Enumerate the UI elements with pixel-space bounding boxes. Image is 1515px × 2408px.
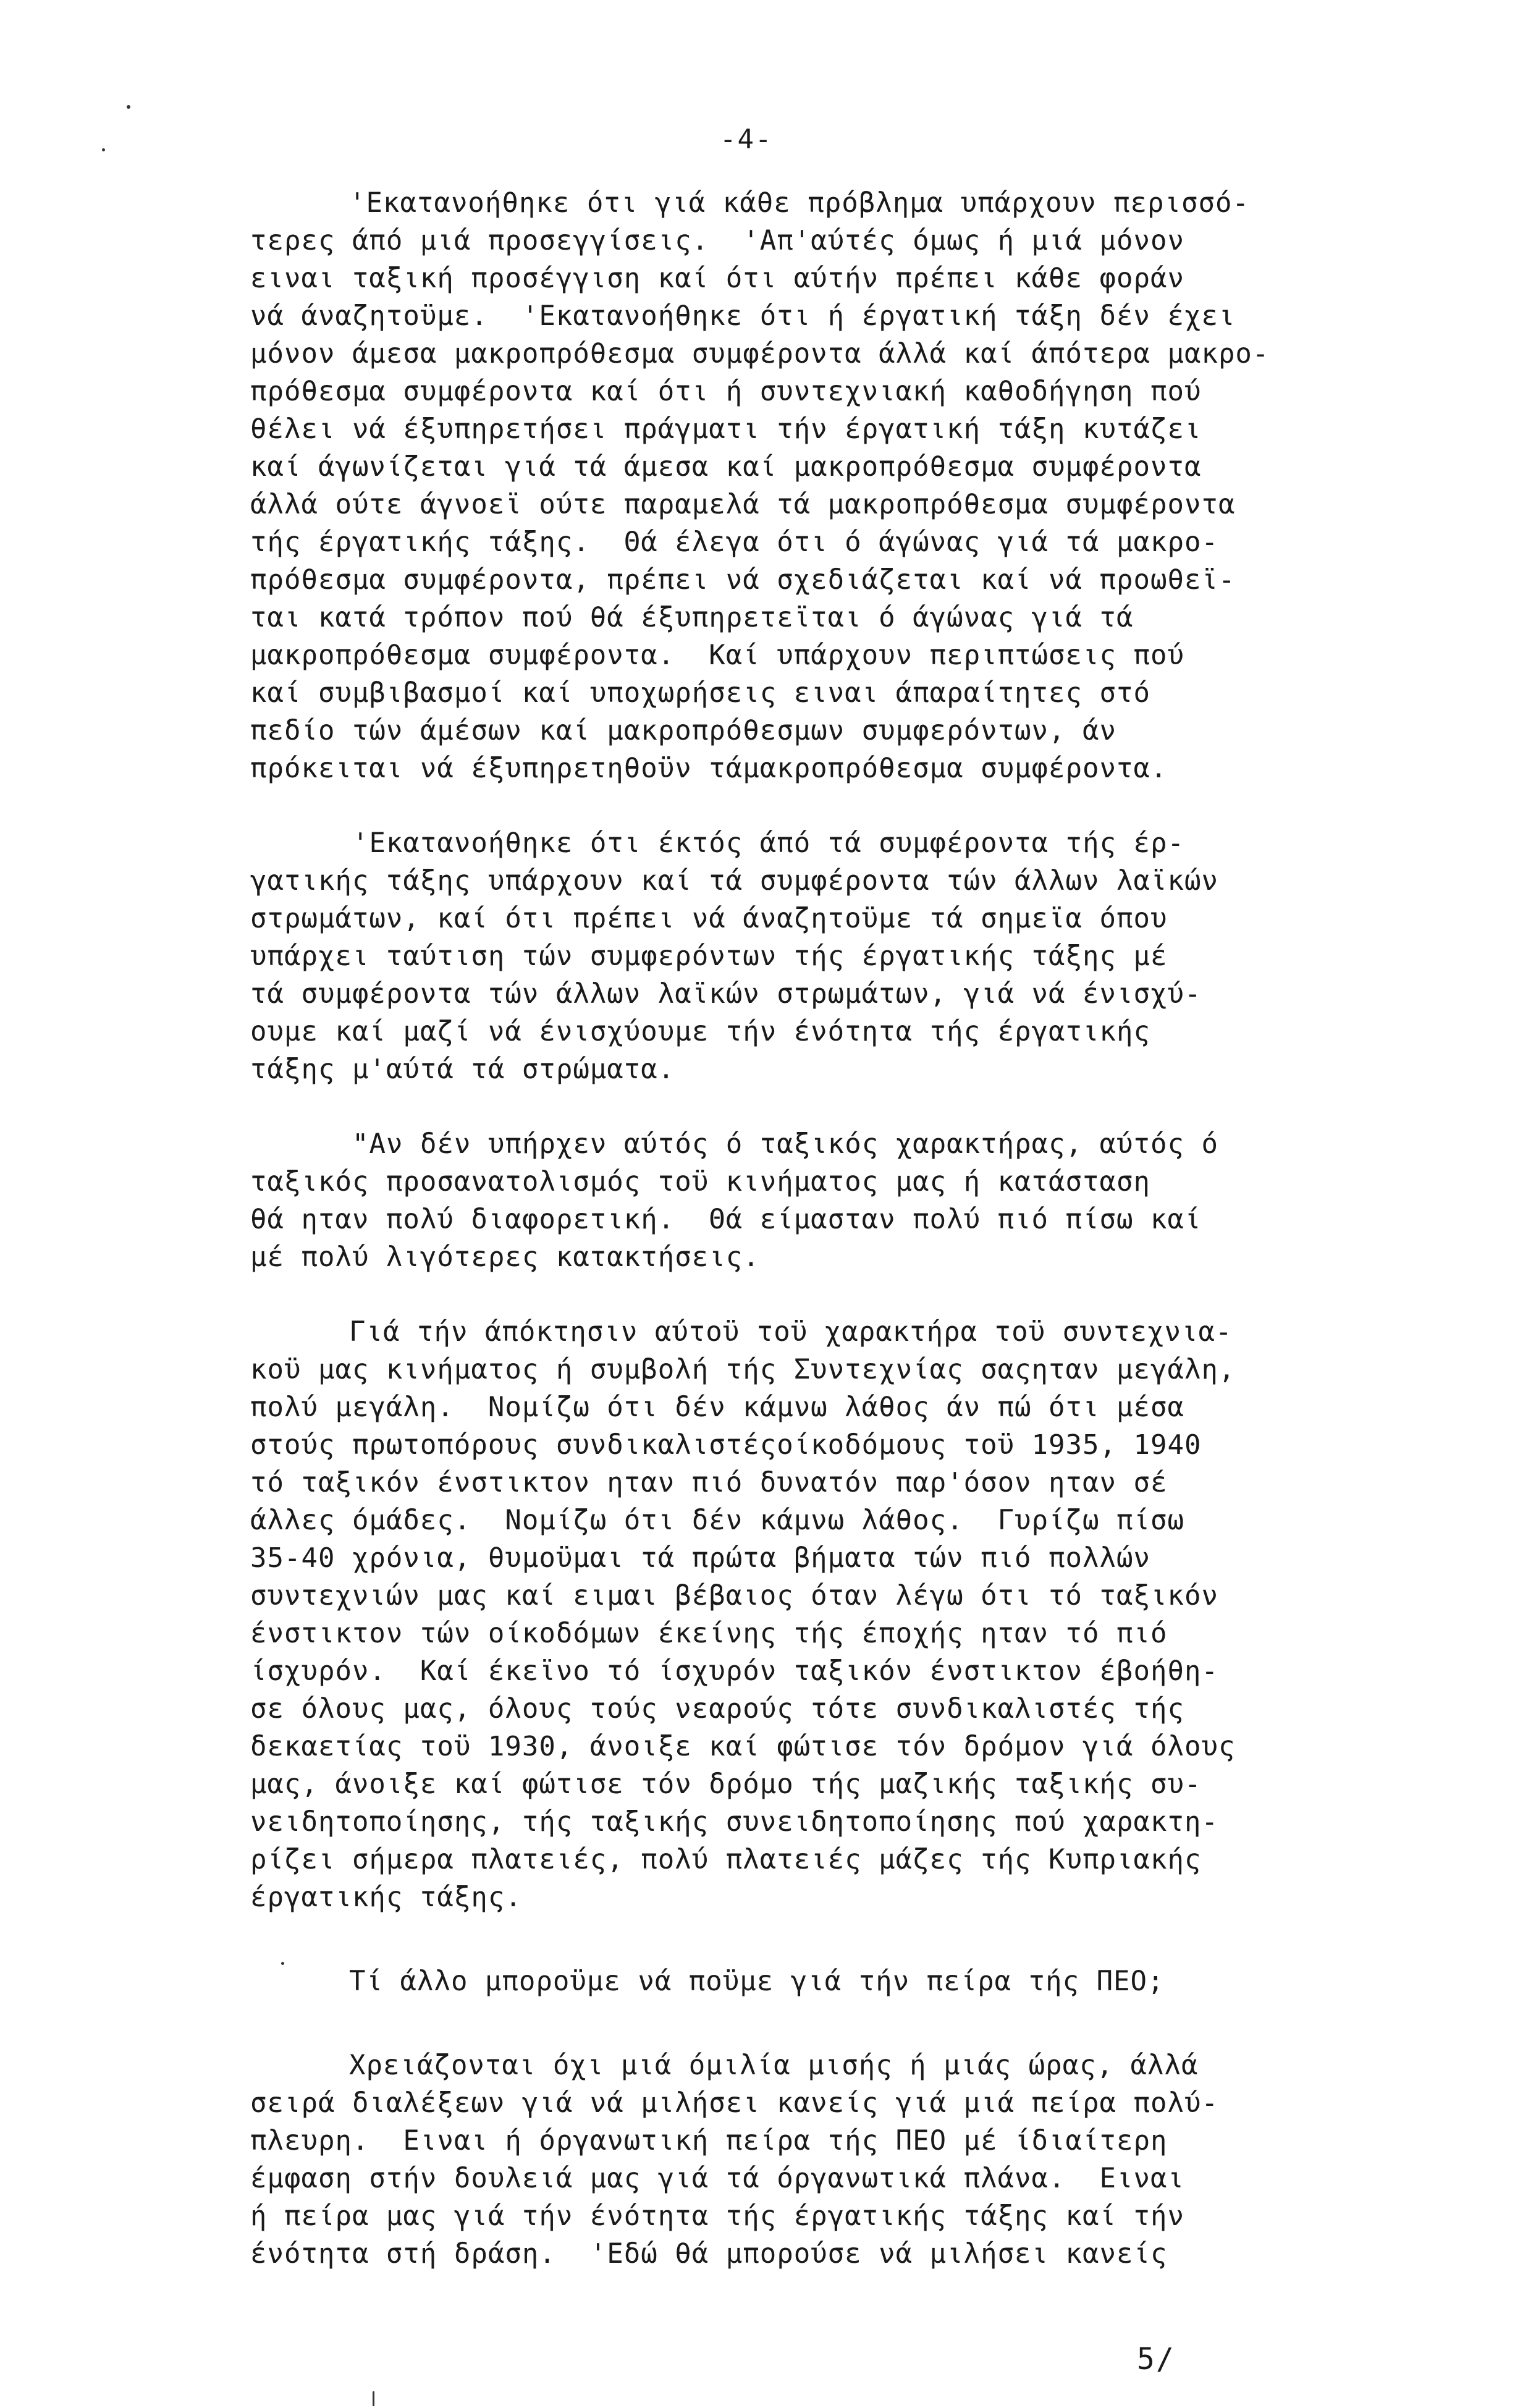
text-line: ένστικτον τών οίκοδόμων έκείνης τής έποχής ηταν τό πιό (250, 1618, 1168, 1649)
text-line: τάξης μ'αύτά τά στρώματα. (250, 1054, 675, 1085)
text-line: συντεχνιών μας καί ειμαι βέβαιος όταν λέγω ότι τό ταξικόν (250, 1580, 1218, 1612)
text-line: καί συμβιβασμοί καί υποχωρήσεις ειναι άπαραίτητες στό (250, 677, 1150, 709)
text-line: Χρειάζονται όχι μιά όμιλία μισής ή μιάς ώρας, άλλά (349, 2050, 1199, 2081)
text-line: Γιά τήν άπόκτησιν αύτοϋ τοϋ χαρακτήρα τοϋ συντεχνια- (349, 1316, 1233, 1348)
scan-speck (102, 148, 105, 151)
text-line: τερες άπό μιά προσεγγίσεις. 'Απ'αύτές όμως ή μιά μόνον (250, 225, 1184, 256)
text-line: τά συμφέροντα τών άλλων λαϊκών στρωμάτων, γιά νά ένισχύ- (250, 978, 1202, 1010)
text-line: "Αν δέν υπήρχεν αύτός ό ταξικός χαρακτήρας, αύτός ό (352, 1128, 1219, 1160)
page-number: -4- (720, 124, 773, 155)
text-line: 'Εκατανοήθηκε ότι έκτός άπό τά συμφέροντα τής έρ- (352, 827, 1185, 859)
text-line: υπάρχει ταύτιση τών συμφερόντων τής έργατικής τάξης μέ (250, 940, 1168, 972)
paragraph-6 (250, 2047, 1375, 2273)
text-line: άλλά ούτε άγνοεϊ ούτε παραμελά τά μακροπρόθεσμα συμφέροντα (250, 489, 1236, 520)
text-line: πλευρη. Ειναι ή όργανωτική πείρα τής ΠΕΟ μέ ίδιαίτερη (250, 2125, 1168, 2157)
text-line: ή πείρα μας γιά τήν ένότητα τής έργατικής τάξης καί τήν (250, 2200, 1184, 2232)
text-line: μακροπρόθεσμα συμφέροντα. Καί υπάρχουν περιπτώσεις πού (250, 640, 1184, 671)
text-line: ένότητα στή δράση. 'Εδώ θά μπορούσε νά μιλήσει κανείς (250, 2238, 1168, 2270)
text-line: θέλει νά έξυπηρετήσει πράγματι τήν έργατική τάξη κυτάζει (250, 413, 1202, 445)
text-line: δεκαετίας τοϋ 1930, άνοιξε καί φώτισε τόν δρόμον γιά όλους (250, 1731, 1236, 1762)
paragraph-3 (250, 1125, 1375, 1276)
text-line: κοϋ μας κινήματος ή συμβολή τής Συντεχνίας σαςηταν μεγάλη, (250, 1354, 1236, 1385)
paragraph-5 (250, 1962, 1375, 2000)
text-line: πρόκειται νά έξυπηρετηθοϋν τάμακροπρόθεσμα συμφέροντα. (250, 753, 1168, 784)
scan-speck (373, 2391, 374, 2406)
text-line: έμφαση στήν δουλειά μας γιά τά όργανωτικά πλάνα. Ειναι (250, 2163, 1184, 2194)
text-line: μόνον άμεσα μακροπρόθεσμα συμφέροντα άλλά καί άπότερα μακρο- (250, 338, 1270, 370)
text-line: πρόθεσμα συμφέροντα, πρέπει νά σχεδιάζεται καί νά προωθεϊ- (250, 564, 1236, 596)
text-line: τής έργατικής τάξης. Θά έλεγα ότι ό άγώνας γιά τά μακρο- (250, 526, 1218, 558)
paragraph-4 (250, 1313, 1375, 1916)
scan-speck (127, 105, 130, 109)
text-line: καί άγωνίζεται γιά τά άμεσα καί μακροπρόθεσμα συμφέροντα (250, 451, 1202, 483)
text-line: ται κατά τρόπον πού θά έξυπηρετεϊται ό άγώνας γιά τά (250, 602, 1134, 633)
text-line: ουμε καί μαζί νά ένισχύουμε τήν ένότητα τής έργατικής (250, 1016, 1150, 1047)
text-line: σειρά διαλέξεων γιά νά μιλήσει κανείς γιά μιά πείρα πολύ- (250, 2087, 1218, 2119)
text-line: ειναι ταξική προσέγγιση καί ότι αύτήν πρέπει κάθε φοράν (250, 263, 1184, 294)
paragraph-1 (250, 184, 1375, 787)
continuation-marker: 5/ (1137, 2342, 1175, 2376)
text-line: θά ηταν πολύ διαφορετική. Θά είμασταν πολύ πιό πίσω καί (250, 1204, 1202, 1235)
body-text (250, 184, 1375, 2273)
text-line: μέ πολύ λιγότερες κατακτήσεις. (250, 1241, 760, 1273)
text-line: ταξικός προσανατολισμός τοϋ κινήματος μας ή κατάσταση (250, 1166, 1150, 1198)
text-line: πρόθεσμα συμφέροντα καί ότι ή συντεχνιακή καθοδήγηση πού (250, 376, 1202, 407)
text-line: στρωμάτων, καί ότι πρέπει νά άναζητοϋμε τά σημεϊα όπου (250, 903, 1168, 934)
text-line: τό ταξικόν ένστικτον ηταν πιό δυνατόν παρ'όσον ηταν σέ (250, 1467, 1168, 1498)
text-line: έργατικής τάξης. (250, 1882, 522, 1913)
text-line: ρίζει σήμερα πλατειές, πολύ πλατειές μάζες τής Κυπριακής (250, 1844, 1202, 1875)
text-line: πεδίο τών άμέσων καί μακροπρόθεσμων συμφερόντων, άν (250, 715, 1117, 746)
text-line: πολύ μεγάλη. Νομίζω ότι δέν κάμνω λάθος άν πώ ότι μέσα (250, 1392, 1184, 1423)
text-line: 'Εκατανοήθηκε ότι γιά κάθε πρόβλημα υπάρχουν περισσό- (349, 187, 1249, 219)
text-line: Τί άλλο μποροϋμε νά ποϋμε γιά τήν πείρα τής ΠΕΟ; (349, 1966, 1165, 1997)
text-line: σε όλους μας, όλους τούς νεαρούς τότε συνδικαλιστές τής (250, 1693, 1184, 1725)
text-line: γατικής τάξης υπάρχουν καί τά συμφέροντα τών άλλων λαϊκών (250, 865, 1218, 897)
text-line: 35-40 χρόνια, θυμοϋμαι τά πρώτα βήματα τών πιό πολλών (250, 1542, 1150, 1574)
text-line: άλλες όμάδες. Νομίζω ότι δέν κάμνω λάθος. Γυρίζω πίσω (250, 1505, 1184, 1536)
text-line: νά άναζητοϋμε. 'Εκατανοήθηκε ότι ή έργατική τάξη δέν έχει (250, 300, 1236, 332)
text-line: ίσχυρόν. Καί έκεϊνο τό ίσχυρόν ταξικόν ένστικτον έβοήθη- (250, 1655, 1218, 1687)
text-line: μας, άνοιξε καί φώτισε τόν δρόμο τής μαζικής ταξικής συ- (250, 1768, 1202, 1800)
paragraph-2 (250, 824, 1375, 1088)
text-line: νειδητοποίησης, τής ταξικής συνειδητοποίησης πού χαρακτη- (250, 1806, 1218, 1838)
text-line: στούς πρωτοπόρους συνδικαλιστέςοίκοδόμους τοϋ 1935, 1940 (250, 1429, 1202, 1461)
